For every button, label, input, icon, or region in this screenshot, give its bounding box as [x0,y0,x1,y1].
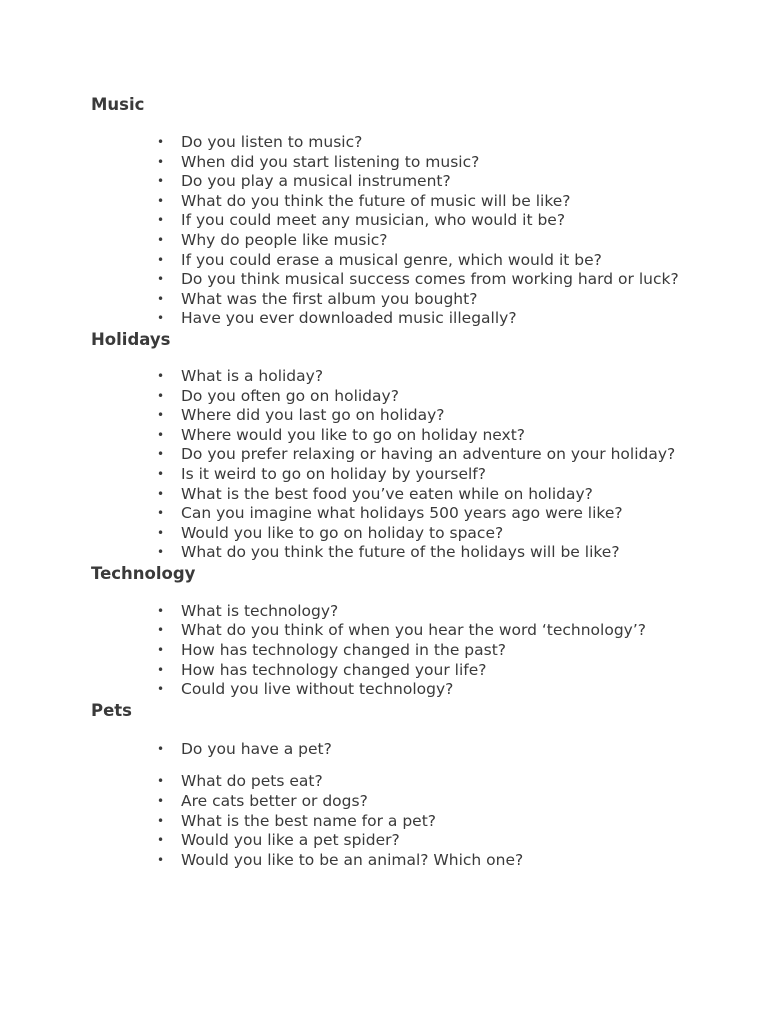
bullet-icon: • [157,466,165,481]
list-item: • Do you think musical success comes from working hard or luck? [157,270,679,289]
section-music [91,94,691,329]
bullet-icon: • [157,252,165,267]
list-item: • What do you think of when you hear the word ‘technology’? [157,621,646,640]
list-item: • What is a holiday? [157,366,324,385]
bullet-icon: • [157,662,165,677]
list-item: • Where did you last go on holiday? [157,406,445,425]
list-item: • What is the best name for a pet? [157,811,437,830]
list-item: • What do you think the future of the holidays will be like? [157,543,620,562]
list-item: • Do you often go on holiday? [157,386,399,405]
list-item: • What do you think the future of music will be like? [157,191,571,210]
bullet-icon: • [157,813,165,828]
bullet-icon: • [157,232,165,247]
list-item: • What is technology? [157,601,339,620]
bullet-icon: • [157,311,165,326]
section-title-music: Music [91,95,145,114]
bullet-icon: • [157,291,165,306]
list-item: • Are cats better or dogs? [157,792,368,811]
bullet-icon: • [157,852,165,867]
bullet-icon: • [157,794,165,809]
bullet-icon: • [157,427,165,442]
section-title-pets: Pets [91,700,132,720]
list-item: • Why do people like music? [157,230,388,249]
bullet-icon: • [157,154,165,169]
bullet-icon: • [157,623,165,638]
list-item: • Could you live without technology? [157,680,454,699]
question-list-holidays [91,367,691,563]
bullet-icon: • [157,682,165,697]
bullet-icon: • [157,272,165,287]
list-item: • If you could meet any musician, who would it be? [157,211,566,230]
bullet-icon: • [157,447,165,462]
bullet-icon: • [157,174,165,189]
bullet-icon: • [157,525,165,540]
bullet-icon: • [157,506,165,521]
question-list-pets-1 [91,740,691,760]
bullet-icon: • [157,486,165,501]
list-item: • Would you like a pet spider? [157,831,400,850]
list-item: • Do you have a pet? [157,739,332,758]
document-page [91,94,691,870]
list-item: • Would you like to go on holiday to space? [157,523,504,542]
list-item: • What is the best food you’ve eaten while on holiday? [157,484,593,503]
question-list-pets-2 [91,772,691,870]
bullet-icon: • [157,135,165,149]
bullet-icon: • [157,741,165,756]
list-item: • When did you start listening to music? [157,152,480,171]
section-holidays [91,329,691,563]
list-item: • What was the first album you bought? [157,289,478,308]
list-item: • Would you like to be an animal? Which one? [157,850,524,869]
list-item: • How has technology changed in the past? [157,641,507,660]
list-item: • What do pets eat? [157,772,323,791]
section-title-holidays: Holidays [91,329,171,349]
list-item: • Do you listen to music? [157,133,363,151]
bullet-icon: • [157,603,165,618]
list-item: • How has technology changed your life? [157,660,487,679]
question-list-music [91,133,691,329]
bullet-icon: • [157,545,165,560]
section-pets [91,700,691,871]
section-technology [91,563,691,700]
bullet-icon: • [157,368,165,383]
section-title-technology: Technology [91,563,196,583]
list-item: • Is it weird to go on holiday by yourself? [157,464,486,483]
list-item: • Do you prefer relaxing or having an adventure on your holiday? [157,445,676,464]
list-item: • Do you play a musical instrument? [157,172,451,191]
list-item: • Where would you like to go on holiday next? [157,425,526,444]
question-list-technology [91,602,691,700]
list-item: • Can you imagine what holidays 500 years ago were like? [157,504,623,523]
bullet-icon: • [157,388,165,403]
list-item: • If you could erase a musical genre, which would it be? [157,250,602,269]
bullet-icon: • [157,774,165,789]
bullet-icon: • [157,213,165,228]
bullet-icon: • [157,833,165,848]
bullet-icon: • [157,193,165,208]
bullet-icon: • [157,643,165,658]
bullet-icon: • [157,408,165,423]
list-item: • Have you ever downloaded music illegally? [157,309,517,328]
